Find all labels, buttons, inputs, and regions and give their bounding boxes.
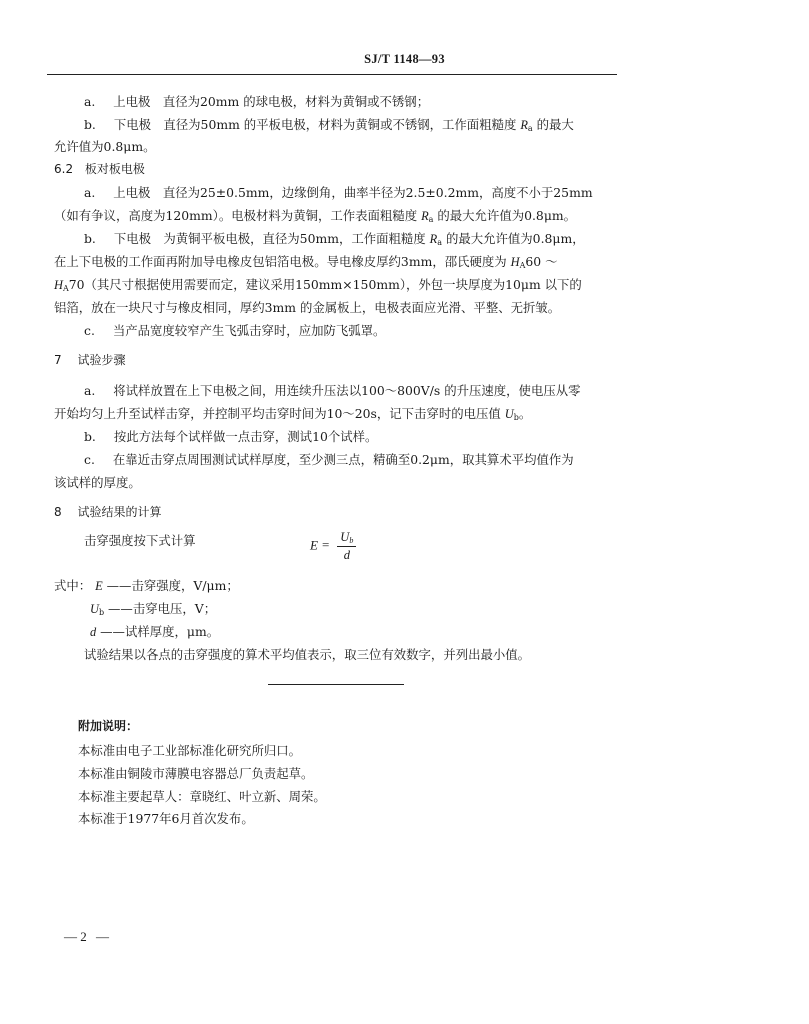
s62-item-a	[84, 183, 593, 201]
s62-b-h-var-2: H	[54, 278, 63, 292]
s8-def1	[54, 576, 239, 594]
section-8-heading	[54, 503, 161, 520]
s8-def2-sub: b	[98, 608, 105, 617]
s8-where-label: 式中：	[54, 578, 92, 593]
formula-denominator: d	[343, 548, 350, 562]
s62-a-mark: a.	[84, 185, 96, 200]
s62-b-line2b: 60 ～	[525, 254, 558, 269]
formula-lhs: E	[310, 537, 318, 553]
s7-a-line2	[54, 404, 531, 422]
header-rule	[47, 74, 617, 75]
s8-def3-var: d	[90, 625, 97, 639]
s62-b-line1b: 的最大允许值为0.8μm，	[445, 231, 585, 246]
s62-a-sub: a	[428, 215, 434, 224]
s62-b-h-sub: A	[519, 261, 526, 270]
page-dash-right: —	[96, 929, 109, 944]
s8-def1-var: E	[95, 579, 103, 593]
formula-fraction	[337, 530, 356, 563]
s62-b-line3a: 70（其尺寸根据使用需要而定，建议采用150mm×150mm），外包一块厚度为10μm 以下的	[68, 277, 582, 292]
s7-b-mark: b.	[84, 429, 96, 444]
s8-def2	[90, 599, 216, 617]
s62-b-h-sub-2: A	[62, 284, 69, 293]
s7-c-mark: c.	[84, 452, 95, 467]
s8-def2-var: U	[90, 602, 99, 616]
s7-b-text: 按此方法每个试样做一点击穿，测试10个试样。	[113, 429, 378, 444]
formula-num-sub: b	[349, 536, 354, 545]
s8-def3	[90, 622, 219, 640]
s62-b-var: R	[429, 232, 438, 246]
s62-a-line2b: 的最大允许值为0.8μm。	[437, 208, 577, 223]
formula-numerator	[337, 530, 356, 547]
s8-def3-text: ——试样厚度，μm。	[100, 624, 220, 639]
notes-title: 附加说明：	[78, 719, 139, 733]
section-8-title: 试验结果的计算	[77, 505, 162, 519]
s7-a-mark: a.	[84, 383, 96, 398]
s62-a-line2	[54, 206, 576, 224]
s8-result: 试验结果以各点的击穿强度的算术平均值表示，取三位有效数字，并列出最小值。	[84, 647, 531, 662]
s62-c-mark: c.	[84, 323, 95, 338]
section-6-2-title: 板对板电极	[84, 162, 145, 176]
section-6-2-heading	[54, 160, 145, 177]
s7-a-line2a: 开始均匀上升至试样击穿，并控制平均击穿时间为10～20s，记下击穿时的电压值	[54, 406, 501, 421]
section-7-title: 试验步骤	[77, 353, 126, 367]
section-7-heading	[54, 351, 125, 368]
section-8-number: 8	[54, 505, 62, 519]
notes-line-2: 本标准由铜陵市薄膜电容器总厂负责起草。	[78, 766, 314, 781]
formula-eq: =	[321, 537, 330, 553]
s7-a-sub: b	[513, 413, 519, 422]
s7-a-line2b: 。	[518, 406, 532, 421]
s61-b-text-2: 的最大	[536, 117, 574, 132]
page-number-value: 2	[80, 929, 87, 944]
s62-b-line2a: 在上下电极的工作面再附加导电橡皮包铝箔电极。导电橡皮厚约3mm，邵氏硬度为	[54, 254, 507, 269]
s62-a-var: R	[421, 209, 429, 223]
s7-c-line1: 在靠近击穿点周围测试试样厚度，至少测三点，精确至0.2μm，取其算术平均值作为	[112, 452, 574, 467]
s61-b-var: R	[520, 118, 528, 132]
s62-b-mark: b.	[84, 231, 96, 246]
s62-c-text: 当产品宽度较窄产生飞弧击穿时，应加防飞弧罩。	[112, 323, 386, 338]
s8-def1-text: ——击穿强度，V/μm；	[106, 578, 239, 593]
s62-b-line4: 铝箔，放在一块尺寸与橡皮相同，厚约3mm 的金属板上，电极表面应光滑、平整、无折皱。	[54, 300, 561, 315]
s62-item-b	[84, 229, 585, 247]
s7-a-var: U	[504, 407, 514, 421]
s62-b-line1a: 下电极 为黄铜平板电极，直径为50mm，工作面粗糙度	[113, 231, 426, 246]
s8-intro: 击穿强度按下式计算	[84, 533, 196, 548]
page-dash-left: —	[64, 929, 77, 944]
s61-b-text-3: 允许值为0.8μm。	[54, 139, 156, 154]
s62-b-line3	[54, 275, 582, 293]
standard-code: SJ/T 1148—93	[364, 52, 445, 66]
s62-b-sub: a	[437, 238, 442, 247]
s8-def2-text: ——击穿电压，V；	[108, 601, 217, 616]
s62-b-line2	[54, 252, 557, 270]
notes-line-4: 本标准于1977年6月首次发布。	[78, 811, 254, 826]
formula-num-var: U	[340, 530, 350, 544]
page-number	[64, 929, 109, 945]
s61-b-sub: a	[527, 124, 533, 133]
s61-a-text: 上电极 直径为20mm 的球电极，材料为黄铜或不锈钢；	[113, 94, 430, 109]
s7-a-line1: 将试样放置在上下电极之间，用连续升压法以100～800V/s 的升压速度，使电压从零	[113, 383, 581, 398]
s7-item-a	[84, 381, 581, 399]
s61-a-mark: a.	[84, 94, 96, 109]
s61-b-text-1: 下电极 直径为50mm 的平板电极，材料为黄铜或不锈钢，工作面粗糙度	[113, 117, 517, 132]
end-rule	[268, 684, 404, 685]
s7-item-b	[84, 427, 377, 445]
notes-line-3: 本标准主要起草人：章晓红、叶立新、周荣。	[78, 789, 326, 804]
s61-item-b	[84, 115, 574, 133]
section-7-number: 7	[54, 353, 62, 367]
s7-item-c	[84, 450, 574, 468]
section-6-2-number: 6.2	[54, 162, 74, 176]
s62-item-c	[84, 321, 385, 339]
s7-c-line2: 该试样的厚度。	[54, 475, 141, 490]
s62-a-line1: 上电极 直径为25±0.5mm，边缘倒角，曲率半径为2.5±0.2mm，高度不小于25mm	[113, 185, 593, 200]
s62-a-line2a: （如有争议，高度为120mm）。电极材料为黄铜，工作表面粗糙度	[54, 208, 418, 223]
s62-b-h-var: H	[510, 255, 520, 269]
notes-line-1: 本标准由电子工业部标准化研究所归口。	[78, 743, 302, 758]
formula	[310, 530, 356, 563]
s61-b-mark: b.	[84, 117, 96, 132]
s61-item-a	[84, 92, 429, 110]
